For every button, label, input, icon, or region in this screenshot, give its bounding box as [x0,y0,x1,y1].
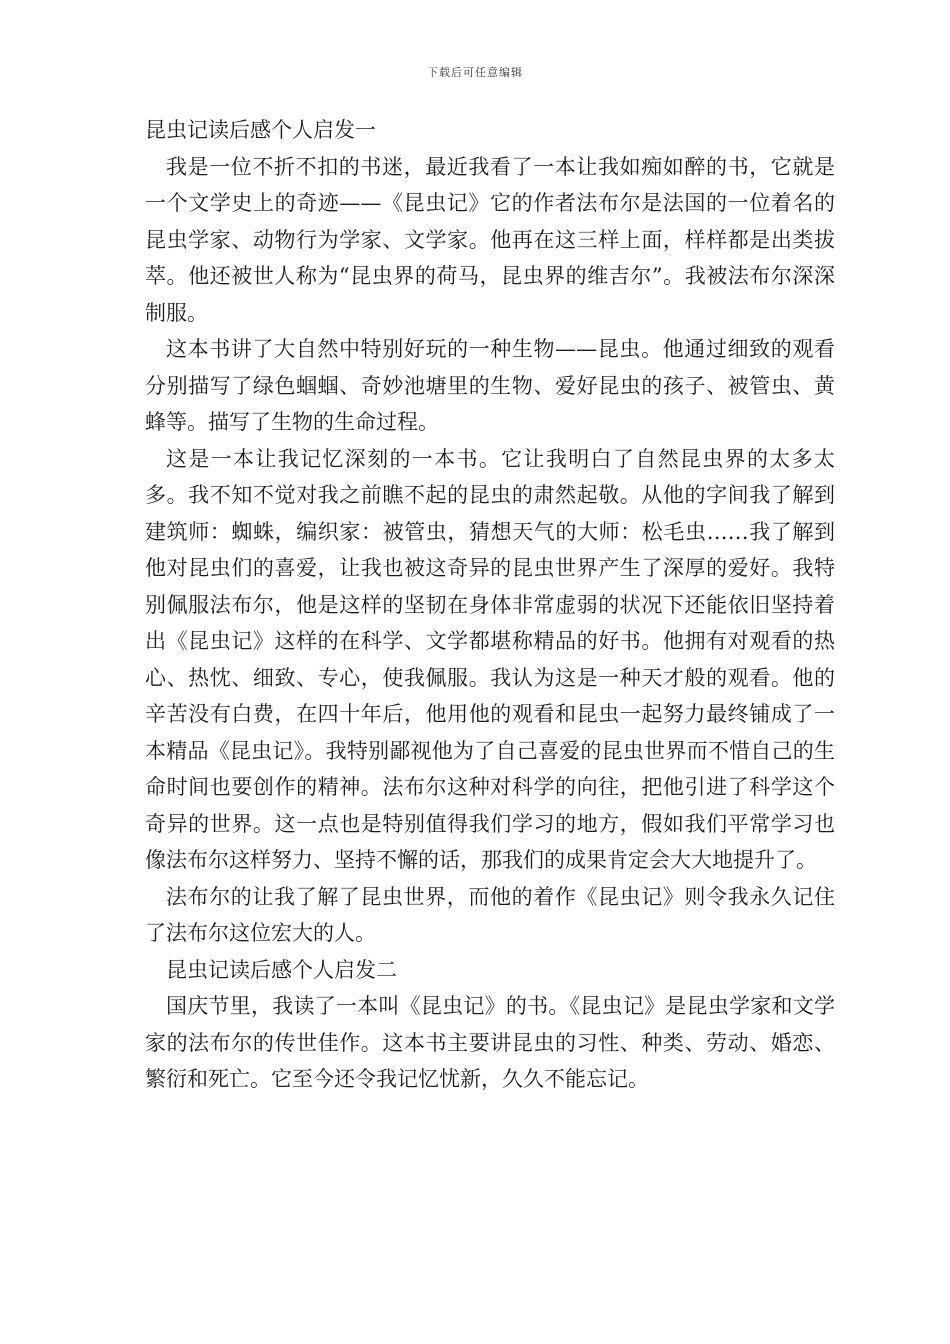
document-body [145,112,835,1098]
section-title-2: 昆虫记读后感个人启发二 [166,957,397,982]
section-title-1: 昆虫记读后感个人启发一 [145,118,376,142]
paragraph: 这本书讲了大自然中特别好玩的一种生物——昆虫。他通过细致的观看分别描写了绿色蝈蝈、奇妙池塘里的生物、爱好昆虫的孩子、被管虫、黄蜂等。描写了生物的生命过程。 [145,337,835,434]
page-header: 下载后可任意编辑 [427,66,523,79]
paragraph: 法布尔的让我了解了昆虫世界，而他的着作《昆虫记》则令我永久记住了法布尔这位宏大的人。 [145,884,835,945]
paragraph: 这是一本让我记忆深刻的一本书。它让我明白了自然昆虫界的太多太多。我不知不觉对我之前瞧不起的昆虫的肃然起敬。从他的字间我了解到建筑师：蜘蛛，编织家：被管虫，猜想天气的大师：松毛虫……我了解到他对昆虫们的喜爱，让我也被这奇异的昆虫世界产生了深厚的爱好。我特别佩服法布尔，他是这样的坚韧在身体非常虚弱的状况下还能依旧坚持着出《昆虫记》这样的在科学、文学都堪称精品的好书。他拥有对观看的热心、热忱、细致、专心，使我佩服。我认为这是一种天才般的观看。他的辛苦没有白费，在四十年后，他用他的观看和昆虫一起努力最终铺成了一本精品《昆虫记》。我特别鄙视他为了自己喜爱的昆虫世界而不惜自己的生命时间也要创作的精神。法布尔这种对科学的向往，把他引进了科学这个奇异的世界。这一点也是特别值得我们学习的地方，假如我们平常学习也像法布尔这样努力、坚持不懈的话，那我们的成果肯定会大大地提升了。 [145,446,835,872]
paragraph: 我是一位不折不扣的书迷，最近我看了一本让我如痴如醉的书，它就是一个文学史上的奇迹——《昆虫记》它的作者法布尔是法国的一位着名的昆虫学家、动物行为学家、文学家。他再在这三样上面，样样都是出类拔萃。他还被世人称为“昆虫界的荷马，昆虫界的维吉尔”。我被法布尔深深制服。 [145,154,835,325]
paragraph: 国庆节里，我读了一本叫《昆虫记》的书。《昆虫记》是昆虫学家和文学家的法布尔的传世佳作。这本书主要讲昆虫的习性、种类、劳动、婚恋、繁衍和死亡。它至今还令我记忆忧新，久久不能忘记。 [145,994,835,1091]
